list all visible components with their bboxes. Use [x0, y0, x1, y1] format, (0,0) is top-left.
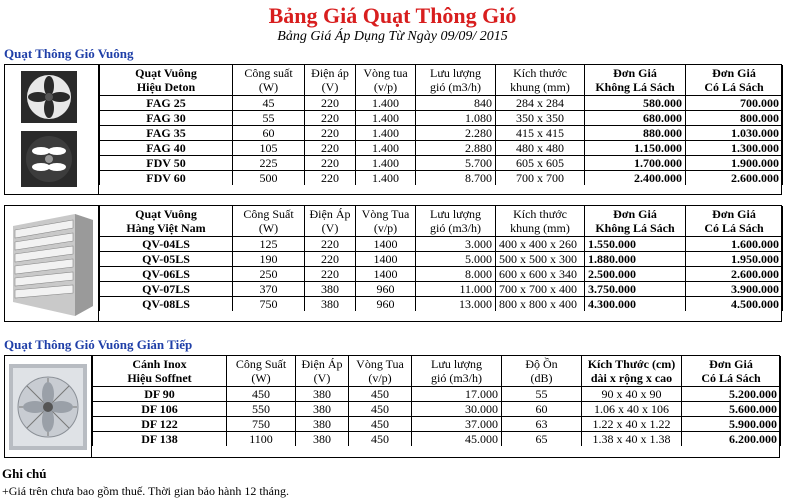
fan-image-vietnam	[5, 206, 99, 321]
column-header-size: Độ Ồn	[502, 356, 582, 371]
cell-size: 700 x 700 x 400	[496, 281, 585, 296]
column-header-size: Kích thước	[496, 206, 585, 221]
cell-voltage: 220	[305, 110, 356, 125]
column-subheader-model: Hàng Việt Nam	[100, 221, 233, 236]
cell-airflow: 2.880	[416, 140, 496, 155]
cell-power: 105	[233, 140, 305, 155]
table-row	[100, 125, 783, 140]
fan-image-deton	[5, 65, 99, 194]
cell-price-b: 1.600.000	[686, 236, 783, 251]
column-subheader-price-b: Có Lá Sách	[682, 371, 781, 386]
column-subheader-power: (W)	[227, 371, 296, 386]
cell-price-b: 5.600.000	[682, 401, 781, 416]
column-header-size: Kích thước	[496, 65, 585, 80]
column-header-price-b: Đơn Giá	[682, 356, 781, 371]
cell-price-a: 4.300.000	[585, 296, 686, 311]
column-header-airflow: Lưu lượng	[416, 206, 496, 221]
header-row	[100, 221, 783, 236]
table-row	[93, 416, 781, 431]
cell-speed: 1.400	[356, 170, 416, 185]
cell-price-a: 680.000	[585, 110, 686, 125]
cell-price-a: 90 x 40 x 90	[582, 386, 682, 401]
table-row	[100, 296, 783, 311]
column-subheader-speed: (v/p)	[349, 371, 412, 386]
cell-price-b: 1.300.000	[686, 140, 783, 155]
price-table-soffnet	[92, 356, 781, 446]
cell-model: QV-07LS	[100, 281, 233, 296]
cell-airflow: 8.000	[416, 266, 496, 281]
table-row	[93, 401, 781, 416]
cell-size: 480 x 480	[496, 140, 585, 155]
cell-size: 65	[502, 431, 582, 446]
cell-model: DF 122	[93, 416, 227, 431]
cell-model: QV-04LS	[100, 236, 233, 251]
column-subheader-price-a: Không Lá Sách	[585, 80, 686, 95]
column-subheader-size: khung (mm)	[496, 80, 585, 95]
cell-voltage: 220	[305, 140, 356, 155]
cell-model: QV-05LS	[100, 251, 233, 266]
column-header-voltage: Điện Áp	[305, 206, 356, 221]
cell-speed: 450	[349, 416, 412, 431]
cell-price-b: 800.000	[686, 110, 783, 125]
column-subheader-airflow: gió (m3/h)	[416, 80, 496, 95]
cell-size: 415 x 415	[496, 125, 585, 140]
cell-power: 450	[227, 386, 296, 401]
cell-price-b: 5.200.000	[682, 386, 781, 401]
cell-airflow: 11.000	[416, 281, 496, 296]
cell-price-b: 3.900.000	[686, 281, 783, 296]
column-subheader-price-a: Không Lá Sách	[585, 221, 686, 236]
cell-voltage: 380	[296, 431, 349, 446]
column-header-price-b: Đơn Giá	[686, 206, 783, 221]
header-row	[100, 206, 783, 221]
column-subheader-speed: (v/p)	[356, 80, 416, 95]
cell-power: 190	[233, 251, 305, 266]
cell-model: FAG 35	[100, 125, 233, 140]
cell-speed: 450	[349, 431, 412, 446]
cell-speed: 960	[356, 281, 416, 296]
column-subheader-speed: (v/p)	[356, 221, 416, 236]
column-header-voltage: Điện áp	[305, 65, 356, 80]
column-header-airflow: Lưu lượng	[416, 65, 496, 80]
cell-model: DF 90	[93, 386, 227, 401]
table-block-deton	[4, 64, 782, 195]
cell-power: 55	[233, 110, 305, 125]
cell-power: 1100	[227, 431, 296, 446]
cell-power: 225	[233, 155, 305, 170]
cell-price-b: 4.500.000	[686, 296, 783, 311]
cell-speed: 1.400	[356, 140, 416, 155]
column-header-power: Công Suất	[227, 356, 296, 371]
column-header-price-a: Đơn Giá	[585, 206, 686, 221]
table-row	[100, 95, 783, 110]
cell-model: QV-06LS	[100, 266, 233, 281]
cell-price-b: 1.900.000	[686, 155, 783, 170]
column-subheader-price-b: Có Lá Sách	[686, 221, 783, 236]
column-subheader-power: (W)	[233, 221, 305, 236]
cell-model: FAG 40	[100, 140, 233, 155]
column-subheader-voltage: (V)	[305, 221, 356, 236]
cell-model: DF 106	[93, 401, 227, 416]
note-text: +Giá trên chưa bao gồm thuế. Thời gian bảo hành 12 tháng.	[2, 484, 289, 498]
cell-price-a: 580.000	[585, 95, 686, 110]
square-fan-icon	[5, 65, 98, 194]
column-subheader-model: Hiệu Soffnet	[93, 371, 227, 386]
table-block-soffnet	[4, 355, 780, 458]
cell-airflow: 17.000	[412, 386, 502, 401]
cell-speed: 1.400	[356, 125, 416, 140]
cell-power: 500	[233, 170, 305, 185]
cell-voltage: 380	[305, 281, 356, 296]
cell-voltage: 220	[305, 95, 356, 110]
column-header-price-b: Đơn Giá	[686, 65, 783, 80]
cell-price-a: 1.880.000	[585, 251, 686, 266]
cell-speed: 1400	[356, 236, 416, 251]
cell-voltage: 380	[305, 296, 356, 311]
header-row	[100, 65, 783, 80]
cell-voltage: 220	[305, 155, 356, 170]
header-row	[93, 356, 781, 371]
column-header-speed: Vòng tua	[356, 65, 416, 80]
fan-image-soffnet	[5, 356, 92, 457]
cell-price-a: 1.150.000	[585, 140, 686, 155]
cell-airflow: 30.000	[412, 401, 502, 416]
table-block-vietnam	[4, 205, 782, 322]
cell-speed: 1400	[356, 251, 416, 266]
table-row	[100, 110, 783, 125]
cell-size: 63	[502, 416, 582, 431]
section-title-indirect-fan: Quạt Thông Gió Vuông Gián Tiếp	[4, 337, 193, 352]
cell-model: FAG 25	[100, 95, 233, 110]
cell-price-b: 6.200.000	[682, 431, 781, 446]
cell-voltage: 220	[305, 266, 356, 281]
column-header-price-a: Đơn Giá	[585, 65, 686, 80]
cell-size: 600 x 600 x 340	[496, 266, 585, 281]
cell-power: 60	[233, 125, 305, 140]
cell-airflow: 5.000	[416, 251, 496, 266]
cell-airflow: 2.280	[416, 125, 496, 140]
cell-airflow: 1.080	[416, 110, 496, 125]
cell-model: QV-08LS	[100, 296, 233, 311]
column-subheader-voltage: (V)	[305, 80, 356, 95]
cell-airflow: 3.000	[416, 236, 496, 251]
cell-price-b: 1.950.000	[686, 251, 783, 266]
table-row	[100, 266, 783, 281]
column-subheader-size: khung (mm)	[496, 221, 585, 236]
industrial-fan-icon	[5, 356, 91, 457]
column-subheader-airflow: gió (m3/h)	[412, 371, 502, 386]
cell-price-a: 2.400.000	[585, 170, 686, 185]
table-row	[100, 251, 783, 266]
cell-model: FAG 30	[100, 110, 233, 125]
column-header-price-a: Kích Thước (cm)	[582, 356, 682, 371]
cell-price-a: 1.700.000	[585, 155, 686, 170]
cell-size: 55	[502, 386, 582, 401]
cell-speed: 1400	[356, 266, 416, 281]
column-header-model: Cánh Inox	[93, 356, 227, 371]
louver-fan-icon	[5, 206, 98, 321]
cell-size: 400 x 400 x 260	[496, 236, 585, 251]
cell-model: FDV 60	[100, 170, 233, 185]
cell-speed: 1.400	[356, 95, 416, 110]
cell-price-a: 880.000	[585, 125, 686, 140]
cell-speed: 1.400	[356, 155, 416, 170]
column-subheader-airflow: gió (m3/h)	[416, 221, 496, 236]
cell-voltage: 380	[296, 386, 349, 401]
column-header-speed: Vòng Tua	[349, 356, 412, 371]
cell-price-a: 1.38 x 40 x 1.38	[582, 431, 682, 446]
cell-power: 750	[227, 416, 296, 431]
cell-price-a: 2.500.000	[585, 266, 686, 281]
page-subtitle: Bảng Giá Áp Dụng Từ Ngày 09/09/ 2015	[277, 29, 508, 44]
cell-airflow: 5.700	[416, 155, 496, 170]
cell-size: 605 x 605	[496, 155, 585, 170]
price-table-deton	[99, 65, 783, 185]
cell-size: 350 x 350	[496, 110, 585, 125]
cell-airflow: 13.000	[416, 296, 496, 311]
cell-size: 500 x 500 x 300	[496, 251, 585, 266]
column-header-power: Công Suất	[233, 206, 305, 221]
cell-airflow: 8.700	[416, 170, 496, 185]
column-subheader-price-a: dài x rộng x cao	[582, 371, 682, 386]
cell-size: 800 x 800 x 400	[496, 296, 585, 311]
section-title-square-fan: Quạt Thông Gió Vuông	[4, 46, 134, 61]
cell-power: 125	[233, 236, 305, 251]
cell-speed: 960	[356, 296, 416, 311]
table-row	[93, 431, 781, 446]
column-header-voltage: Điện Áp	[296, 356, 349, 371]
cell-price-a: 1.06 x 40 x 106	[582, 401, 682, 416]
cell-price-a: 3.750.000	[585, 281, 686, 296]
cell-voltage: 220	[305, 251, 356, 266]
table-row	[100, 281, 783, 296]
column-header-model: Quạt Vuông	[100, 65, 233, 80]
cell-price-b: 5.900.000	[682, 416, 781, 431]
cell-price-b: 2.600.000	[686, 266, 783, 281]
cell-speed: 450	[349, 386, 412, 401]
cell-voltage: 380	[296, 416, 349, 431]
column-header-speed: Vòng Tua	[356, 206, 416, 221]
cell-size: 700 x 700	[496, 170, 585, 185]
column-subheader-model: Hiệu Deton	[100, 80, 233, 95]
price-table-vietnam	[99, 206, 783, 311]
cell-size: 284 x 284	[496, 95, 585, 110]
cell-power: 750	[233, 296, 305, 311]
column-subheader-price-b: Có Lá Sách	[686, 80, 783, 95]
cell-voltage: 220	[305, 170, 356, 185]
cell-price-b: 1.030.000	[686, 125, 783, 140]
column-header-airflow: Lưu lượng	[412, 356, 502, 371]
column-header-model: Quạt Vuông	[100, 206, 233, 221]
note-title: Ghi chú	[2, 466, 47, 481]
header-row	[100, 80, 783, 95]
cell-speed: 1.400	[356, 110, 416, 125]
cell-model: FDV 50	[100, 155, 233, 170]
cell-speed: 450	[349, 401, 412, 416]
cell-power: 45	[233, 95, 305, 110]
cell-model: DF 138	[93, 431, 227, 446]
cell-voltage: 220	[305, 125, 356, 140]
cell-price-a: 1.550.000	[585, 236, 686, 251]
cell-airflow: 840	[416, 95, 496, 110]
cell-voltage: 220	[305, 236, 356, 251]
cell-power: 250	[233, 266, 305, 281]
cell-price-a: 1.22 x 40 x 1.22	[582, 416, 682, 431]
cell-airflow: 37.000	[412, 416, 502, 431]
page-title: Bảng Giá Quạt Thông Gió	[268, 3, 517, 28]
cell-voltage: 380	[296, 401, 349, 416]
header-row	[93, 371, 781, 386]
column-subheader-power: (W)	[233, 80, 305, 95]
column-header-power: Công suất	[233, 65, 305, 80]
cell-power: 550	[227, 401, 296, 416]
cell-airflow: 45.000	[412, 431, 502, 446]
cell-size: 60	[502, 401, 582, 416]
column-subheader-size: (dB)	[502, 371, 582, 386]
cell-price-b: 2.600.000	[686, 170, 783, 185]
cell-price-b: 700.000	[686, 95, 783, 110]
table-row	[100, 170, 783, 185]
cell-power: 370	[233, 281, 305, 296]
table-row	[100, 155, 783, 170]
column-subheader-voltage: (V)	[296, 371, 349, 386]
table-row	[100, 140, 783, 155]
table-row	[93, 386, 781, 401]
table-row	[100, 236, 783, 251]
